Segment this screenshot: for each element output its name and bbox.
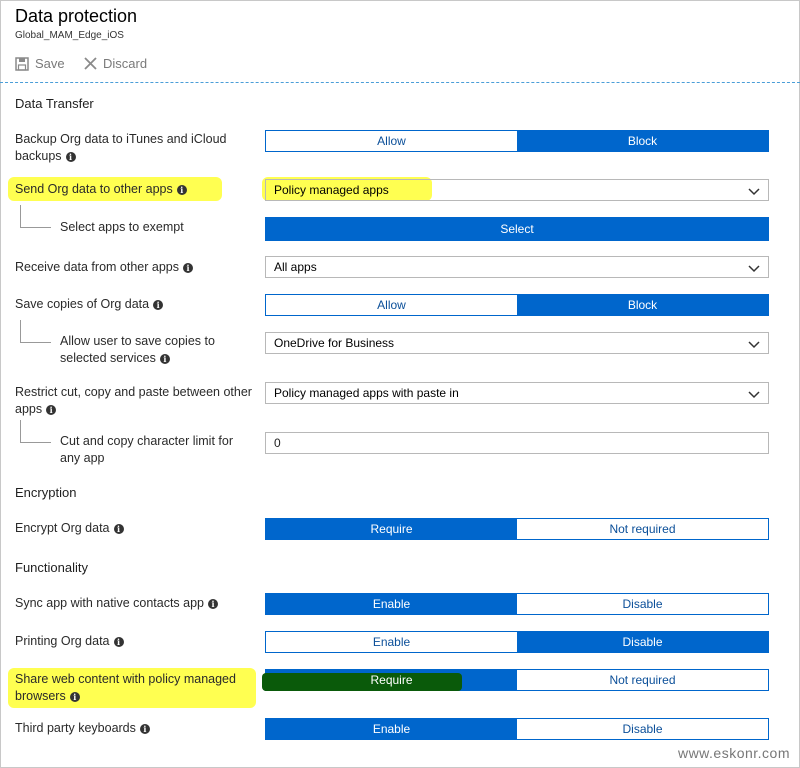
info-icon[interactable]: i bbox=[46, 405, 56, 415]
info-icon[interactable]: i bbox=[183, 263, 193, 273]
encrypt-label: Encrypt Org data i bbox=[15, 520, 124, 537]
char-limit-input[interactable]: 0 bbox=[265, 432, 769, 454]
backup-toggle[interactable] bbox=[265, 130, 769, 152]
keyboards-toggle[interactable] bbox=[265, 718, 769, 740]
save-copies-allow-option[interactable]: Allow bbox=[266, 295, 517, 315]
backup-block-option[interactable]: Block bbox=[517, 131, 768, 151]
printing-enable-option[interactable]: Enable bbox=[266, 632, 517, 652]
save-button[interactable] bbox=[15, 56, 65, 71]
save-copies-block-option[interactable]: Block bbox=[517, 295, 768, 315]
char-limit-label: Cut and copy character limit for any app bbox=[60, 434, 233, 465]
chevron-down-icon bbox=[748, 185, 760, 199]
send-label: Send Org data to other apps i bbox=[15, 181, 187, 198]
info-icon[interactable]: i bbox=[208, 599, 218, 609]
info-icon[interactable]: i bbox=[114, 524, 124, 534]
save-label: Save bbox=[35, 56, 65, 71]
restrict-value: Policy managed apps with paste in bbox=[274, 386, 459, 400]
send-dropdown[interactable] bbox=[265, 179, 769, 201]
exempt-label: Select apps to exempt bbox=[60, 220, 184, 234]
allow-save-value: OneDrive for Business bbox=[274, 336, 395, 350]
tree-connector bbox=[20, 420, 51, 443]
sync-toggle[interactable] bbox=[265, 593, 769, 615]
share-web-require-option[interactable] bbox=[266, 670, 517, 690]
tree-connector bbox=[20, 205, 51, 228]
highlight-marker bbox=[262, 673, 462, 691]
receive-value: All apps bbox=[274, 260, 317, 274]
page-subtitle: Global_MAM_Edge_iOS bbox=[15, 30, 124, 41]
encrypt-not-required-option[interactable]: Not required bbox=[517, 519, 768, 539]
encrypt-toggle[interactable] bbox=[265, 518, 769, 540]
share-web-label: Share web content with policy managed browsers i bbox=[15, 672, 236, 703]
info-icon[interactable]: i bbox=[114, 637, 124, 647]
share-web-require-label: Require bbox=[370, 673, 413, 687]
info-icon[interactable]: i bbox=[66, 152, 76, 162]
select-apps-button[interactable]: Select bbox=[265, 217, 769, 241]
sync-disable-option[interactable]: Disable bbox=[517, 594, 768, 614]
section-encryption: Encryption bbox=[15, 485, 77, 500]
tree-connector bbox=[20, 320, 51, 343]
printing-label: Printing Org data i bbox=[15, 633, 124, 650]
info-icon[interactable]: i bbox=[70, 692, 80, 702]
share-web-toggle[interactable] bbox=[265, 669, 769, 691]
info-icon[interactable]: i bbox=[160, 354, 170, 364]
keyboards-disable-option[interactable]: Disable bbox=[517, 719, 768, 739]
encrypt-require-option[interactable]: Require bbox=[266, 519, 517, 539]
discard-label: Discard bbox=[103, 56, 148, 71]
section-data-transfer: Data Transfer bbox=[15, 96, 94, 111]
toolbar-divider bbox=[0, 82, 800, 83]
sync-enable-option[interactable]: Enable bbox=[266, 594, 517, 614]
share-web-not-required-option[interactable]: Not required bbox=[517, 670, 768, 690]
info-icon[interactable]: i bbox=[177, 185, 187, 195]
save-copies-label: Save copies of Org data i bbox=[15, 296, 163, 313]
chevron-down-icon bbox=[748, 388, 760, 402]
keyboards-label: Third party keyboards i bbox=[15, 720, 150, 737]
send-value: Policy managed apps bbox=[274, 183, 389, 197]
backup-allow-option[interactable]: Allow bbox=[266, 131, 517, 151]
restrict-dropdown[interactable] bbox=[265, 382, 769, 404]
watermark: www.eskonr.com bbox=[677, 745, 790, 761]
chevron-down-icon bbox=[748, 262, 760, 276]
page-title: Data protection bbox=[15, 6, 138, 26]
info-icon[interactable]: i bbox=[140, 724, 150, 734]
chevron-down-icon bbox=[748, 338, 760, 352]
info-icon[interactable]: i bbox=[153, 300, 163, 310]
restrict-label: Restrict cut, copy and paste between other apps i bbox=[15, 385, 252, 416]
printing-disable-option[interactable]: Disable bbox=[517, 632, 768, 652]
allow-save-dropdown[interactable] bbox=[265, 332, 769, 354]
printing-toggle[interactable] bbox=[265, 631, 769, 653]
sync-label: Sync app with native contacts app i bbox=[15, 595, 218, 612]
save-copies-toggle[interactable] bbox=[265, 294, 769, 316]
keyboards-enable-option[interactable]: Enable bbox=[266, 719, 517, 739]
receive-dropdown[interactable] bbox=[265, 256, 769, 278]
discard-button[interactable] bbox=[84, 56, 147, 71]
receive-label: Receive data from other apps i bbox=[15, 259, 193, 276]
section-functionality: Functionality bbox=[15, 560, 88, 575]
close-icon bbox=[84, 57, 97, 70]
backup-label: Backup Org data to iTunes and iCloud backups i bbox=[15, 132, 227, 163]
allow-save-label: Allow user to save copies to selected services i bbox=[60, 334, 215, 365]
save-icon bbox=[15, 57, 29, 71]
